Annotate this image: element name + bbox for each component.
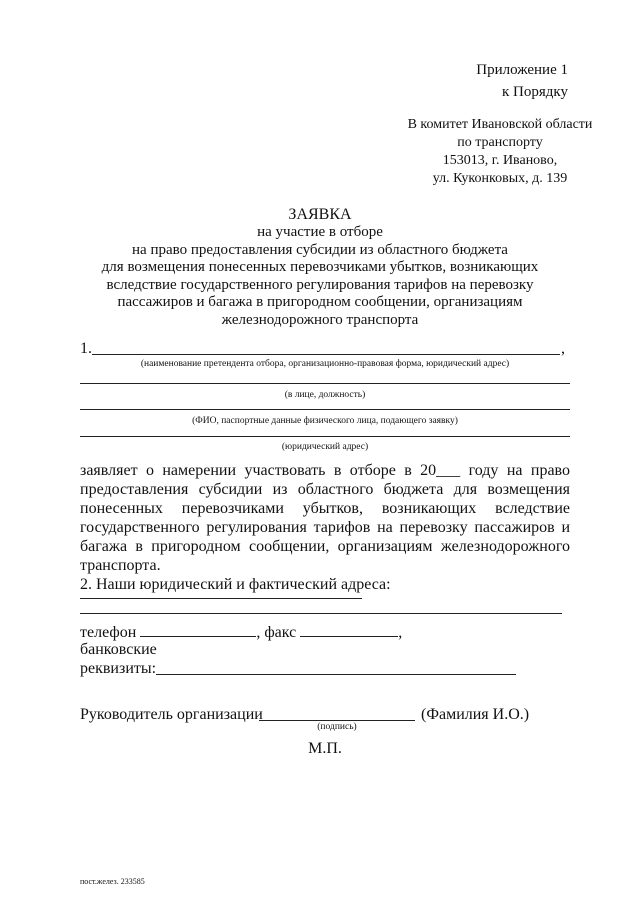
subtitle-line: пассажиров и багажа в пригородном сообщении, организациям <box>117 294 523 311</box>
address-field-2[interactable] <box>80 613 562 614</box>
address-field-1[interactable] <box>80 598 362 599</box>
phone-field[interactable] <box>140 622 256 637</box>
fax-field[interactable] <box>300 622 398 637</box>
bank-label-1: банковские <box>80 641 157 658</box>
subtitle-line: на право предоставления субсидии из областного бюджета <box>132 241 508 258</box>
fax-label: , факс <box>256 624 297 641</box>
stamp-label: М.П. <box>308 740 342 757</box>
document-title: ЗАЯВКА <box>288 206 352 223</box>
phone-fax-row <box>80 622 402 642</box>
footer-note: пост.желез. 233585 <box>80 877 145 886</box>
applicant-fio-field[interactable] <box>80 409 570 410</box>
bank-details-field[interactable] <box>156 674 516 675</box>
addressee-line: В комитет Ивановской области <box>407 117 593 132</box>
head-label: Руководитель организации <box>80 706 263 723</box>
order-label: к Порядку <box>502 84 568 100</box>
applicant-name-field[interactable] <box>92 354 560 355</box>
comma: , <box>561 340 565 357</box>
representative-position-hint: (в лице, должность) <box>284 390 366 400</box>
declaration-line: багажа в пригородном сообщении, организациям железнодорожного <box>80 538 570 555</box>
addresses-label: 2. Наши юридический и фактический адреса: <box>80 576 391 593</box>
section-1-number: 1. <box>80 340 92 357</box>
subtitle-line: для возмещения понесенных перевозчиками убытков, возникающих <box>101 259 539 276</box>
bank-label-2: реквизиты: <box>80 660 157 677</box>
fullname-label: (Фамилия И.О.) <box>421 706 530 723</box>
declaration-line: предоставления субсидии из областного бюджета для возмещения <box>80 481 570 498</box>
representative-position-field[interactable] <box>80 383 570 384</box>
addressee-line: ул. Куконковых, д. 139 <box>432 171 568 186</box>
applicant-name-hint: (наименование претендента отбора, организационно-правовая форма, юридический адрес) <box>140 359 510 369</box>
declaration-line: понесенных перевозчиками убытков, возникающих вследствие <box>80 500 570 517</box>
declaration-line: государственного регулирования тарифов на перевозку пассажиров и <box>80 519 570 536</box>
applicant-fio-hint: (ФИО, паспортные данные физического лица, подающего заявку) <box>192 416 458 426</box>
subtitle-line: железнодорожного транспорта <box>221 311 419 328</box>
legal-address-hint: (юридический адрес) <box>281 442 369 452</box>
addressee-line: по транспорту <box>457 135 543 150</box>
subtitle-line: вследствие государственного регулирования тарифов на перевозку <box>106 276 534 293</box>
declaration-text <box>80 461 570 594</box>
legal-address-field[interactable] <box>80 436 570 437</box>
declaration-line: транспорта. <box>80 557 161 574</box>
appendix-label: Приложение 1 <box>476 62 568 78</box>
comma: , <box>398 624 403 641</box>
addressee-block <box>380 116 620 188</box>
phone-label: телефон <box>80 624 137 641</box>
addressee-line: 153013, г. Иваново, <box>442 153 558 168</box>
signature-field[interactable] <box>259 720 415 721</box>
declaration-line: заявляет о намерении участвовать в отборе в 20___ году на право <box>80 462 570 479</box>
document-subtitle <box>0 224 640 330</box>
subtitle-line: на участие в отборе <box>257 224 383 240</box>
signature-hint: (подпись) <box>317 722 357 732</box>
